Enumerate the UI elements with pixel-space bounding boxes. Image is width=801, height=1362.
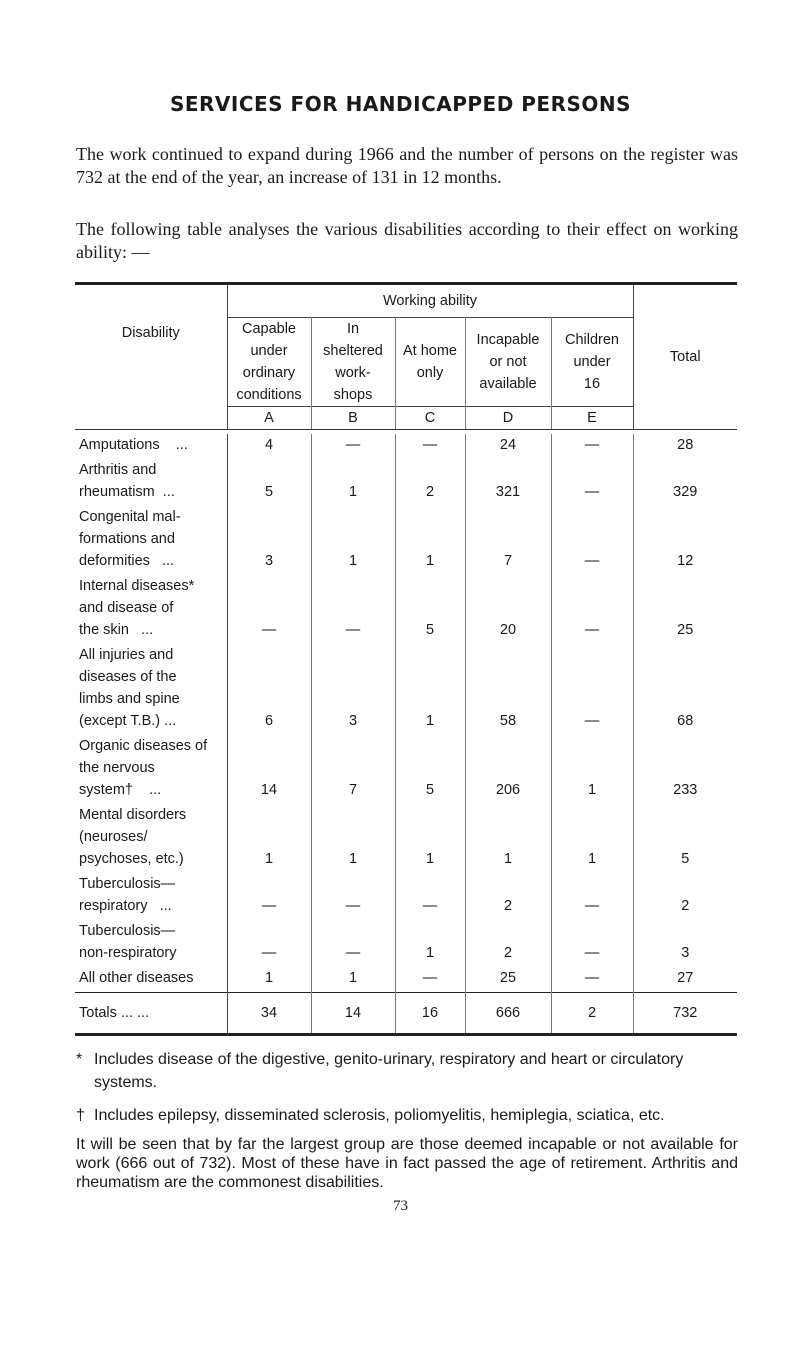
table-row — [75, 735, 737, 804]
cell-d: 20 — [465, 575, 551, 644]
cell-d: 206 — [465, 735, 551, 804]
row-label: Tuberculosis— respiratory ... — [75, 873, 227, 920]
row-label: Tuberculosis— non-respiratory — [75, 920, 227, 967]
header-sub-e: Children under 16 — [551, 318, 633, 407]
total-grand: 732 — [633, 993, 737, 1035]
cell-e: — — [551, 434, 633, 459]
cell-b: — — [311, 434, 395, 459]
header-letter-c: C — [395, 407, 465, 430]
cell-a: — — [227, 873, 311, 920]
cell-e: 1 — [551, 804, 633, 873]
cell-total: 28 — [677, 437, 694, 453]
row-label: Congenital mal- formations and deformities ... — [75, 506, 227, 575]
cell-total: 27 — [677, 970, 694, 986]
footnote-star-text: Includes disease of the digestive, genito-urinary, respiratory and heart or circulatory systems. — [94, 1051, 684, 1091]
cell-c: — — [395, 967, 465, 993]
cell-a: 1 — [227, 967, 311, 993]
cell-e: — — [551, 575, 633, 644]
totals-row — [75, 993, 737, 1035]
cell-a: 1 — [227, 804, 311, 873]
header-sub-b: In sheltered work- shops — [311, 318, 395, 407]
total-d: 666 — [465, 993, 551, 1035]
cell-a: 6 — [227, 644, 311, 735]
cell-c: 1 — [395, 506, 465, 575]
cell-a: 14 — [227, 735, 311, 804]
conclusion-paragraph: It will be seen that by far the largest group are those deemed incapable or not available for work (666 out of 732). Most of these have in fact passed the age of retirement. Arthritis and rheumatism are the commonest disabilities. — [76, 1136, 738, 1191]
header-total: Total — [633, 284, 737, 430]
cell-d: 25 — [465, 967, 551, 993]
footnote-dagger-text: Includes epilepsy, disseminated sclerosis, poliomyelitis, hemiplegia, sciatica, etc. — [94, 1107, 665, 1124]
cell-c: 1 — [395, 804, 465, 873]
footnote-dagger-mark: † — [76, 1107, 85, 1124]
cell-e: 1 — [551, 735, 633, 804]
table-row — [75, 920, 737, 967]
cell-c: 1 — [395, 920, 465, 967]
header-letter-a: A — [227, 407, 311, 430]
cell-total: 2 — [681, 898, 690, 914]
cell-total: 233 — [673, 782, 698, 798]
cell-d: 1 — [465, 804, 551, 873]
cell-c: 5 — [395, 575, 465, 644]
total-b: 14 — [311, 993, 395, 1035]
cell-c: 2 — [395, 459, 465, 506]
disability-table — [75, 282, 737, 1036]
intro-paragraph: The work continued to expand during 1966 and the number of persons on the register was 732 at the end of the year, an increase of 131 in 12 months. — [76, 144, 738, 187]
row-label: Internal diseases* and disease of the skin ... — [75, 575, 227, 644]
header-letter-e: E — [551, 407, 633, 430]
cell-total: 5 — [681, 851, 690, 867]
cell-c: — — [395, 873, 465, 920]
cell-a: 4 — [227, 434, 311, 459]
totals-label: Totals ... ... — [75, 993, 227, 1035]
header-letter-b: B — [311, 407, 395, 430]
header-disability: Disability — [75, 284, 227, 430]
header-letter-d: D — [465, 407, 551, 430]
cell-a: 3 — [227, 506, 311, 575]
cell-total: 25 — [677, 622, 694, 638]
page-title: SERVICES FOR HANDICAPPED PERSONS — [169, 92, 632, 116]
cell-d: 2 — [465, 920, 551, 967]
cell-e: — — [551, 873, 633, 920]
header-sub-d: Incapable or not available — [465, 318, 551, 407]
cell-a: — — [227, 575, 311, 644]
row-label: Mental disorders (neuroses/ psychoses, etc.) — [75, 804, 227, 873]
cell-c: 1 — [395, 644, 465, 735]
cell-b: 1 — [311, 506, 395, 575]
cell-total: 329 — [673, 484, 698, 500]
cell-d: 58 — [465, 644, 551, 735]
cell-a: — — [227, 920, 311, 967]
cell-a: 5 — [227, 459, 311, 506]
cell-e: — — [551, 920, 633, 967]
row-label: Arthritis and rheumatism ... — [75, 459, 227, 506]
cell-c: — — [395, 434, 465, 459]
row-label: Organic diseases of the nervous system† ... — [75, 735, 227, 804]
cell-b: 1 — [311, 459, 395, 506]
cell-b: 7 — [311, 735, 395, 804]
cell-e: — — [551, 967, 633, 993]
footnote-star — [76, 1048, 738, 1094]
table-row — [75, 575, 737, 644]
cell-e: — — [551, 644, 633, 735]
header-sub-c: At home only — [395, 318, 465, 407]
table-row — [75, 434, 737, 459]
cell-b: — — [311, 920, 395, 967]
cell-b: — — [311, 575, 395, 644]
table-row — [75, 804, 737, 873]
cell-e: — — [551, 459, 633, 506]
total-c: 16 — [395, 993, 465, 1035]
cell-d: 2 — [465, 873, 551, 920]
table-row — [75, 967, 737, 993]
cell-d: 7 — [465, 506, 551, 575]
table-row — [75, 873, 737, 920]
total-e: 2 — [551, 993, 633, 1035]
cell-total: 12 — [677, 553, 694, 569]
cell-c: 5 — [395, 735, 465, 804]
total-a: 34 — [227, 993, 311, 1035]
cell-d: 321 — [465, 459, 551, 506]
header-sub-a: Capable under ordinary conditions — [227, 318, 311, 407]
cell-b: 3 — [311, 644, 395, 735]
row-label: All other diseases — [75, 967, 227, 993]
row-label: All injuries and diseases of the limbs and spine (except T.B.) ... — [75, 644, 227, 735]
cell-total: 3 — [681, 945, 690, 961]
table-row — [75, 459, 737, 506]
cell-b: — — [311, 873, 395, 920]
page-number: 73 — [393, 1198, 408, 1214]
footnote-star-mark: * — [76, 1051, 83, 1068]
header-working-ability: Working ability — [382, 293, 478, 309]
cell-d: 24 — [465, 434, 551, 459]
cell-e: — — [551, 506, 633, 575]
row-label: Amputations ... — [75, 434, 227, 459]
table-row — [75, 506, 737, 575]
table-intro-paragraph: The following table analyses the various disabilities according to their effect on working ability: — — [76, 219, 738, 262]
cell-b: 1 — [311, 967, 395, 993]
footnote-dagger — [76, 1104, 738, 1127]
cell-total: 68 — [677, 713, 694, 729]
table-row — [75, 644, 737, 735]
cell-b: 1 — [311, 804, 395, 873]
